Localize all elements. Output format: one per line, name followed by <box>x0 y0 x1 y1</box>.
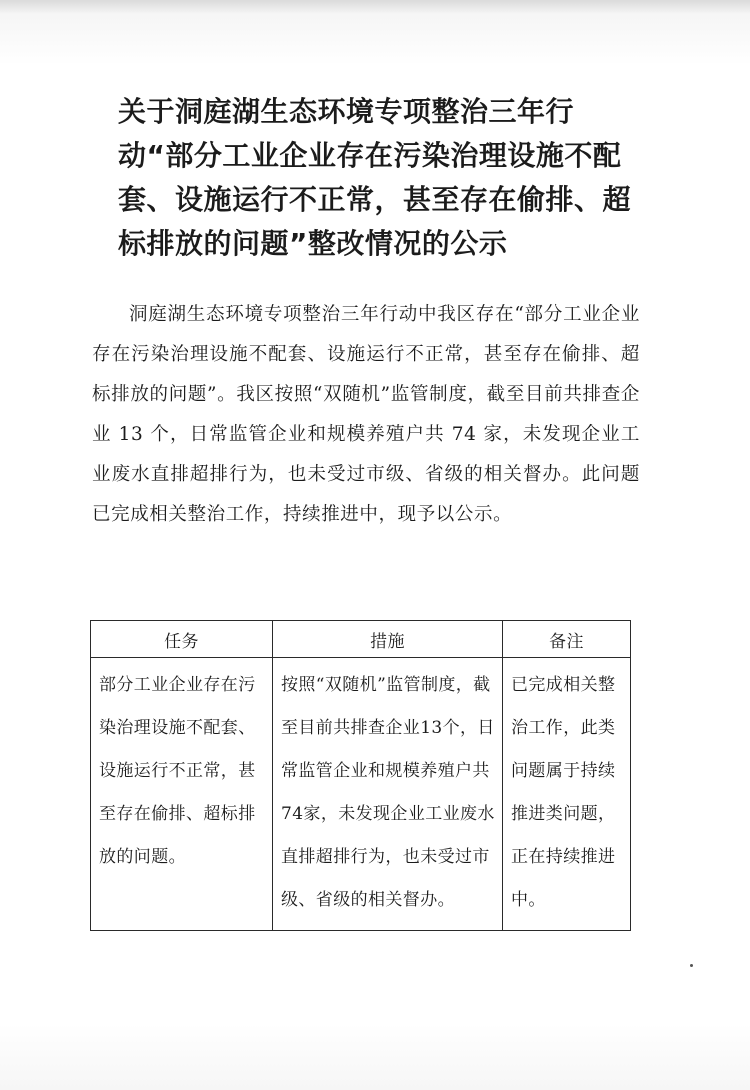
table-header-row <box>91 621 631 658</box>
header-task: 任务 <box>91 621 273 658</box>
table <box>90 620 631 931</box>
header-remarks: 备注 <box>503 621 631 658</box>
rectification-table <box>90 620 630 931</box>
cell-measures: 按照“双随机”监管制度，截至目前共排查企业13个，日常监管企业和规模养殖户共74家，未发现企业工业废水直排超排行为，也未受过市级、省级的相关督办。 <box>273 658 503 931</box>
body-paragraph: 洞庭湖生态环境专项整治三年行动中我区存在“部分工业企业存在污染治理设施不配套、设施运行不正常，甚至存在偷排、超标排放的问题”。我区按照“双随机”监管制度，截至目前共排查企业 13 个，日常监管企业和规模养殖户共 74 家，未发现企业工业废水直排超排行为，也未受过市级、省级的相关督办。此问题已完成相关整治工作，持续推进中，现予以公示。 <box>92 304 640 525</box>
cell-task: 部分工业企业存在污染治理设施不配套、设施运行不正常，甚至存在偷排、超标排放的问题。 <box>91 658 273 931</box>
scan-speck <box>690 964 693 967</box>
document-title: 关于洞庭湖生态环境专项整治三年行动“部分工业企业存在污染治理设施不配套、设施运行不正常，甚至存在偷排、超标排放的问题”整改情况的公示 <box>118 95 632 260</box>
header-measures: 措施 <box>273 621 503 658</box>
table-row <box>91 658 631 931</box>
cell-remarks: 已完成相关整治工作，此类问题属于持续推进类问题，正在持续推进中。 <box>503 658 631 931</box>
scan-edge-shadow <box>0 0 750 14</box>
